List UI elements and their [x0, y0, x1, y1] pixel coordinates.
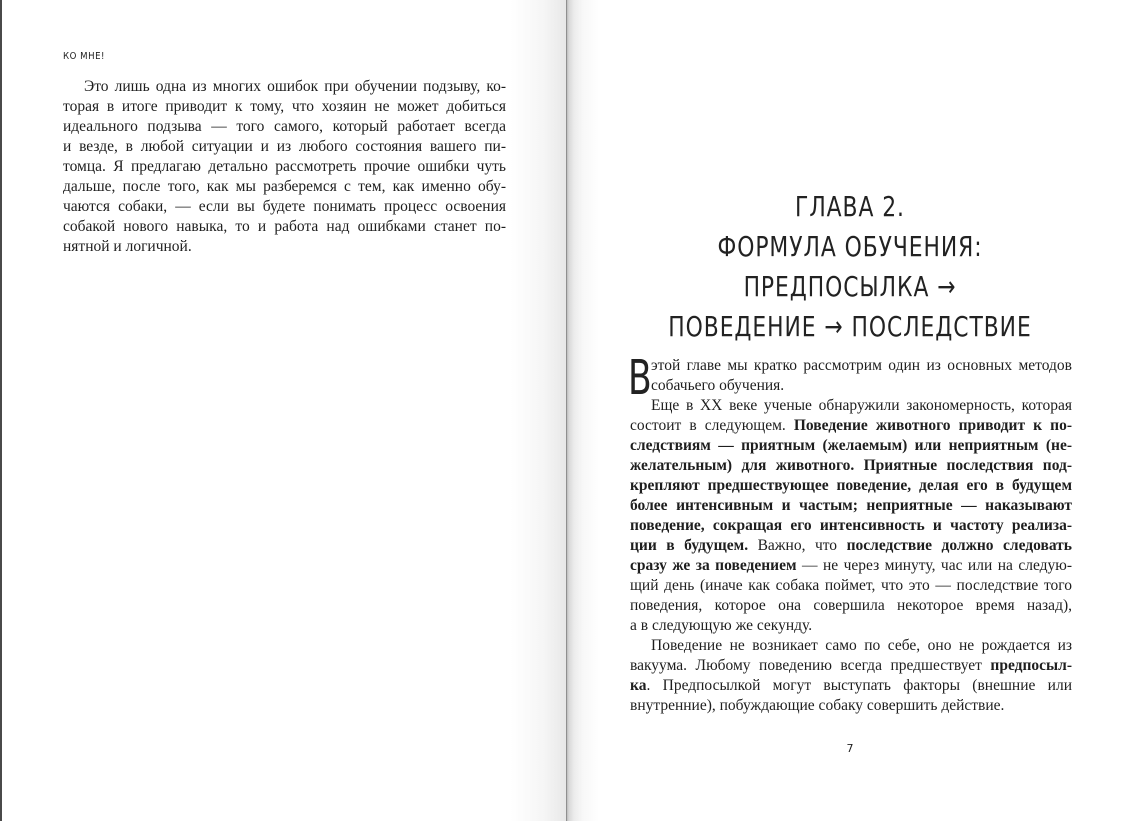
text-line [630, 576, 1072, 596]
chapter-title-line: ПРЕДПОСЫЛКА → [743, 270, 957, 303]
chapter-title-line: ПОВЕДЕНИЕ → ПОСЛЕДСТВИЕ [668, 310, 1032, 343]
text-run: . Предпосылкой могут выступать факторы (внешние или [646, 677, 1072, 694]
bold-text-run: ции в будущем. [630, 537, 749, 554]
text-run: этой главе мы кратко рассмотрим один из основных методов [651, 357, 1072, 374]
bold-text-run: следствиям — приятным (желаемым) или неприятным (не- [630, 437, 1072, 454]
text-line: идеального подзыва — того самого, который работает всегда [63, 118, 506, 135]
bold-text-run: ка [630, 677, 647, 694]
text-line [630, 376, 1072, 396]
paragraph [630, 636, 1072, 716]
paragraph [63, 77, 506, 257]
text-line [630, 596, 1072, 616]
text-run: поведения, которое она совершила некоторое время назад), [630, 597, 1072, 614]
bold-text-run: поведение, сокращая его интенсивность и частоту реализа- [630, 517, 1072, 534]
text-line [630, 636, 1072, 656]
text-run: Еще в XX веке ученые обнаружили закономерность, которая [651, 397, 1072, 414]
text-line [630, 516, 1072, 536]
text-line [630, 456, 1072, 476]
drop-cap: В [628, 350, 652, 406]
bold-text-run: предпосыл- [990, 657, 1072, 674]
text-run: щий день (иначе как собака поймет, что это — последствие того [630, 577, 1072, 594]
running-head: КО МНЕ! [63, 51, 105, 62]
text-line [630, 496, 1072, 516]
bold-text-run: Поведение животного приводит к по- [793, 417, 1072, 434]
text-line: и везде, в любой ситуации и из любого состояния вашего пи- [63, 138, 506, 155]
bold-text-run: желательным) для животного. Приятные последствия под- [630, 457, 1072, 474]
text-line [630, 616, 1072, 636]
chapter-title-line: ФОРМУЛА ОБУЧЕНИЯ: [717, 230, 983, 263]
page-number: 7 [846, 742, 854, 755]
text-line: собакой нового навыка, то и работа над ошибками станет по- [63, 218, 506, 235]
text-line: Это лишь одна из многих ошибок при обучении подзыву, ко- [84, 78, 506, 95]
text-run: Поведение не возникает само по себе, оно не рождается из [651, 637, 1072, 654]
text-run: — не через минуту, час или на следую- [796, 557, 1072, 574]
chapter-title [567, 187, 1133, 347]
text-run: собачьего обучения. [651, 377, 785, 394]
spine-fold [566, 0, 567, 821]
text-line: торая в итоге приводит к тому, что хозяин не может добиться [63, 98, 506, 115]
text-run: Важно, что [748, 537, 847, 554]
text-line: нятной и логичной. [63, 238, 192, 255]
text-line [630, 416, 1072, 436]
text-line [630, 536, 1072, 556]
text-line [630, 436, 1072, 456]
text-run: состоит в следующем. [630, 417, 794, 434]
bold-text-run: крепляют предшествующее поведение, делая его в будущем [630, 477, 1072, 494]
text-run: вакуума. Любому поведению всегда предшествует [630, 657, 991, 674]
text-line: чаются собаки, — если вы будете понимать процесс освоения [63, 198, 506, 215]
text-line [630, 556, 1072, 576]
text-line: томца. Я предлагаю детально рассмотреть прочие ошибки чуть [63, 158, 506, 175]
bold-text-run: более интенсивным и частым; неприятные — наказывают [630, 497, 1072, 514]
text-line [630, 676, 1072, 696]
text-run: а в следующую же секунду. [630, 617, 813, 634]
text-line [630, 696, 1072, 716]
right-page[interactable] [567, 0, 1133, 821]
text-line [630, 396, 1072, 416]
left-page-text [63, 77, 506, 257]
paragraph [630, 396, 1072, 636]
text-line [630, 476, 1072, 496]
bold-text-run: сразу же за поведением [630, 557, 797, 574]
window-left-edge [0, 0, 2, 821]
text-line [630, 656, 1072, 676]
right-page-text [628, 350, 1072, 716]
text-line: дальше, после того, как мы разберемся с тем, как именно обу- [63, 178, 506, 195]
text-line [630, 356, 1072, 376]
bold-text-run: последствие должно следовать [846, 537, 1072, 554]
chapter-title-line: ГЛАВА 2. [795, 190, 905, 223]
text-run: внутренние), побуждающие собаку совершить действие. [630, 697, 1005, 714]
